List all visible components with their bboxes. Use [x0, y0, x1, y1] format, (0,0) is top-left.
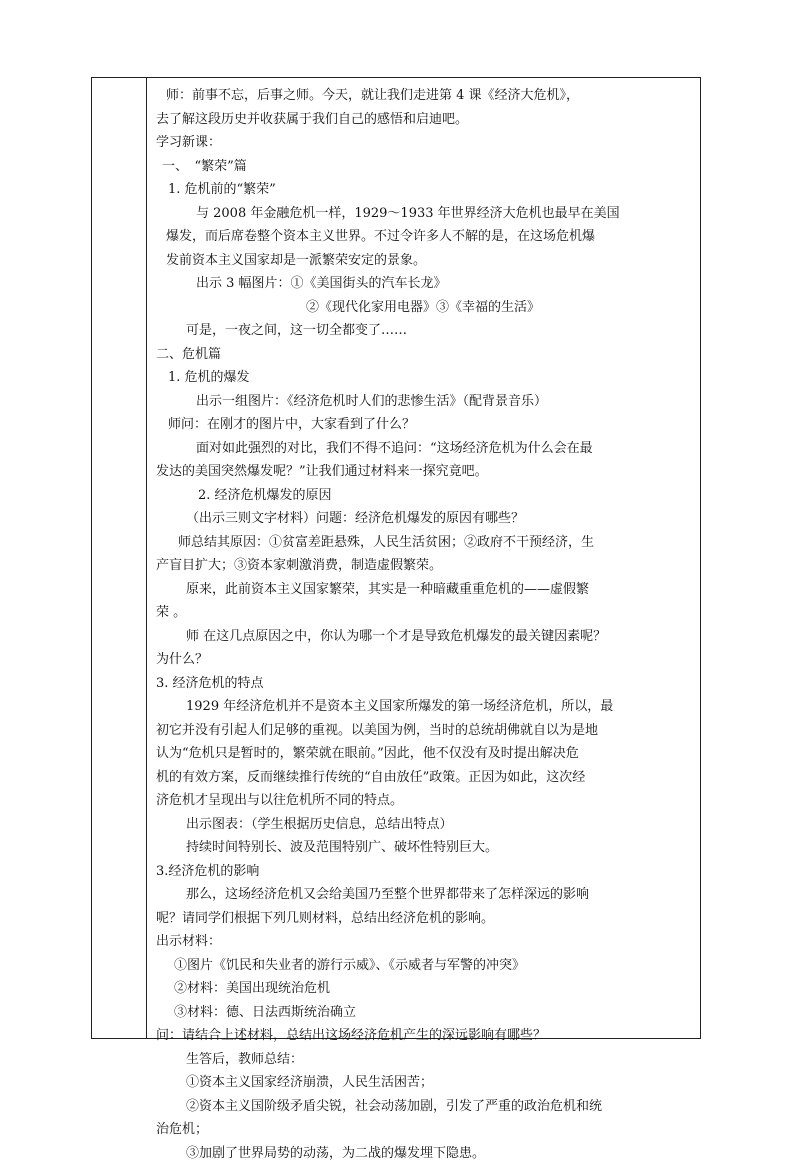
text-line: 面对如此强烈的对比，我们不得不追问：“这场经济危机为什么会在最 — [156, 437, 696, 461]
text-line: 一、 “繁荣”篇 — [156, 155, 696, 179]
text-line: 师问：在刚才的图片中，大家看到了什么？ — [156, 413, 696, 437]
text-line: 产盲目扩大；③资本家刺激消费，制造虚假繁荣。 — [156, 554, 696, 578]
table-column-divider — [146, 77, 147, 1039]
text-line: 师总结其原因：①贫富差距悬殊，人民生活贫困；②政府不干预经济，生 — [156, 531, 696, 555]
text-line: ③材料：德、日法西斯统治确立 — [156, 1001, 696, 1025]
text-line: 3.经济危机的影响 — [156, 860, 696, 884]
text-line: （出示三则文字材料）问题：经济危机爆发的原因有哪些？ — [156, 507, 696, 531]
text-line: 二、危机篇 — [156, 343, 696, 367]
text-line: 与 2008 年金融危机一样，1929～1933 年世界经济大危机也最早在美国 — [156, 202, 696, 226]
text-line: 2. 经济危机爆发的原因 — [156, 484, 696, 508]
text-line: 学习新课： — [156, 131, 696, 155]
text-line: 荣 。 — [156, 601, 696, 625]
text-line: 出示 3 幅图片：①《美国街头的汽车长龙》 — [156, 272, 696, 296]
text-line: 持续时间特别长、波及范围特别广、破坏性特别巨大。 — [156, 836, 696, 860]
text-line: 发前资本主义国家却是一派繁荣安定的景象。 — [156, 249, 696, 273]
text-line: 出示图表：（学生根据历史信息，总结出特点） — [156, 813, 696, 837]
text-line: 为什么？ — [156, 648, 696, 672]
text-line: 可是，一夜之间，这一切全都变了…… — [156, 319, 696, 343]
text-line: 呢？请同学们根据下列几则材料，总结出经济危机的影响。 — [156, 907, 696, 931]
text-line: ①图片《饥民和失业者的游行示威》、《示威者与军警的冲突》 — [156, 954, 696, 978]
text-line: 认为“危机只是暂时的，繁荣就在眼前。”因此，他不仅没有及时提出解决危 — [156, 742, 696, 766]
text-line: 发达的美国突然爆发呢？”让我们通过材料来一探究竟吧。 — [156, 460, 696, 484]
text-line: ②《现代化家用电器》③《幸福的生活》 — [156, 296, 696, 320]
text-line: 那么，这场经济危机又会给美国乃至整个世界都带来了怎样深远的影响 — [156, 883, 696, 907]
text-line: 问：请结合上述材料，总结出这场经济危机产生的深远影响有哪些？ — [156, 1024, 696, 1048]
text-line: 治危机； — [156, 1118, 696, 1142]
text-line: 1929 年经济危机并不是资本主义国家所爆发的第一场经济危机，所以，最 — [156, 695, 696, 719]
text-line: ②资本主义国阶级矛盾尖锐，社会动荡加剧，引发了严重的政治危机和统 — [156, 1095, 696, 1119]
text-line: 出示材料： — [156, 930, 696, 954]
text-line: 机的有效方案，反而继续推行传统的“自由放任”政策。正因为如此，这次经 — [156, 766, 696, 790]
text-line: 原来，此前资本主义国家繁荣，其实是一种暗藏重重危机的——虚假繁 — [156, 578, 696, 602]
text-line: 3. 经济危机的特点 — [156, 672, 696, 696]
text-line: 1. 危机前的“繁荣” — [156, 178, 696, 202]
text-line: 生答后，教师总结： — [156, 1048, 696, 1072]
text-line: 济危机才呈现出与以往危机所不同的特点。 — [156, 789, 696, 813]
text-line: 爆发，而后席卷整个资本主义世界。不过令许多人不解的是，在这场危机爆 — [156, 225, 696, 249]
text-line: 1. 危机的爆发 — [156, 366, 696, 390]
text-line: 去了解这段历史并收获属于我们自己的感悟和启迪吧。 — [156, 108, 696, 132]
text-line: ③加剧了世界局势的动荡，为二战的爆发埋下隐患。 — [156, 1142, 696, 1165]
text-line: 出示一组图片：《经济危机时人们的悲惨生活》（配背景音乐） — [156, 390, 696, 414]
text-line: ②材料：美国出现统治危机 — [156, 977, 696, 1001]
lesson-content-cell — [156, 84, 696, 1165]
text-line: ①资本主义国家经济崩溃，人民生活困苦； — [156, 1071, 696, 1095]
text-line: 师：前事不忘，后事之师。今天，就让我们走进第 4 课《经济大危机》， — [156, 84, 696, 108]
text-line: 师 在这几点原因之中，你认为哪一个才是导致危机爆发的最关键因素呢？ — [156, 625, 696, 649]
text-line: 初它并没有引起人们足够的重视。以美国为例，当时的总统胡佛就自以为是地 — [156, 719, 696, 743]
